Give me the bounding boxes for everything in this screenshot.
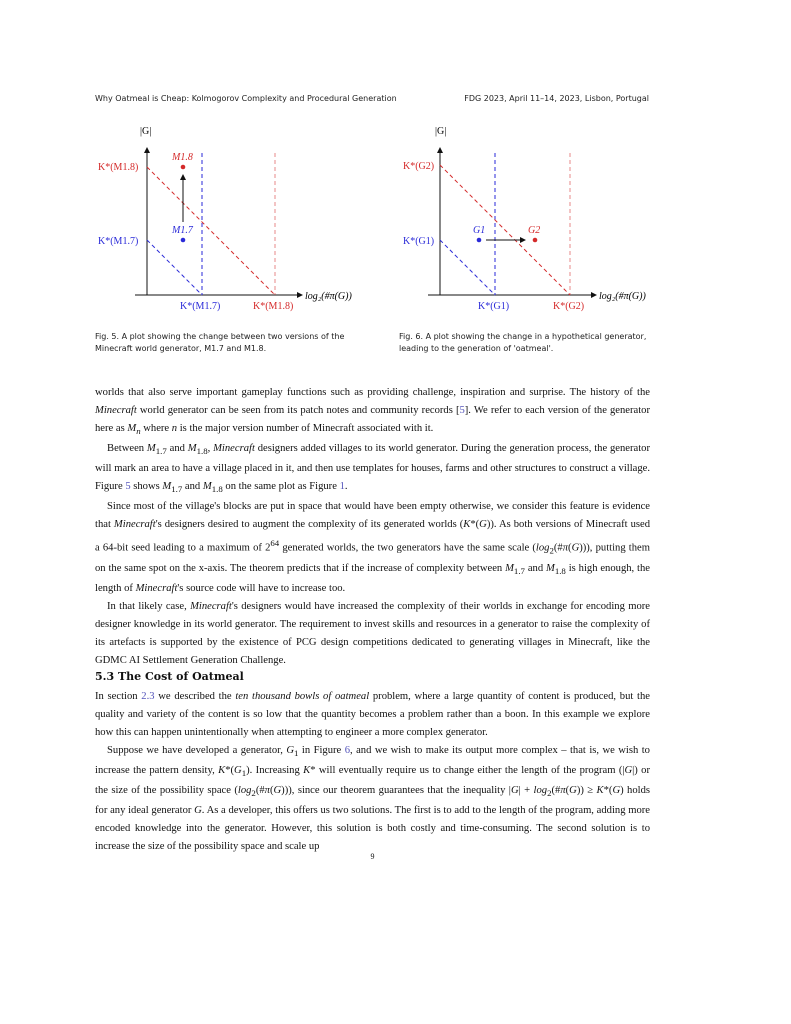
x-axis-label: log₂(#π(G)) xyxy=(305,291,352,302)
running-header-venue: FDG 2023, April 11–14, 2023, Lisbon, Portugal xyxy=(464,94,649,103)
k-g1-diagonal xyxy=(440,240,495,295)
point-g2-label: G2 xyxy=(528,225,541,236)
page-number: 9 xyxy=(370,852,375,861)
figure-5-caption: Fig. 5. A plot showing the change between two versions of the Minecraft world generator, M1.7 and M1.8. xyxy=(95,332,345,353)
k-m18-left-label: K*(M1.8) xyxy=(98,162,139,173)
running-header-title: Why Oatmeal is Cheap: Kolmogorov Complexity and Procedural Generation xyxy=(95,94,397,103)
point-g1-label: G1 xyxy=(473,225,486,236)
k-g1-left-label: K*(G1) xyxy=(403,236,435,247)
point-g1 xyxy=(477,238,482,243)
k-m18-diagonal xyxy=(147,167,275,295)
k-g2-diagonal xyxy=(440,165,570,295)
point-m17 xyxy=(181,238,186,243)
point-g2 xyxy=(533,238,538,243)
k-g2-bottom-label: K*(G2) xyxy=(553,301,585,312)
figure-6-plot xyxy=(398,118,688,318)
k-g2-left-label: K*(G2) xyxy=(403,161,435,172)
k-m17-diagonal xyxy=(147,240,202,295)
k-m18-bottom-label: K*(M1.8) xyxy=(253,301,294,312)
k-g1-bottom-label: K*(G1) xyxy=(478,301,510,312)
x-axis-label: log₂(#π(G)) xyxy=(599,291,646,302)
figure-6-caption: Fig. 6. A plot showing the change in a hypothetical generator, leading to the generation of 'oatmeal'. xyxy=(399,332,647,353)
point-m17-label: M1.7 xyxy=(172,225,193,236)
k-m17-left-label: K*(M1.7) xyxy=(98,236,139,247)
k-m17-bottom-label: K*(M1.7) xyxy=(180,301,221,312)
body-text-block-2: In section 2.3 we described the ten thousand bowls of oatmeal problem, where a large quantity of content is produced, but the quality and variety of the content is so low that the quantity becomes a problem rather than a boon. In this example we explore how this can happen unintentionally when attempting to engineer a more complex generator. Suppose we have developed a generator, $G_1$ in Figure 6, and we wish to make its output more complex – that is, we wish to increase the pattern density, $K*(G_1)$. Increasing K* will eventually require us to change either the length of the program (|G|) or the size of the possibility space $(\log_2(\#\pi(G)))$, since our theorem guarantees that the inequality $|G| + \log_2(\#\pi(G)) \ge K*(G)$ holds for any ideal generator G. As a developer, this offers us two solutions. The first is to add to the length of the program, adding more encoded knowledge into the generator. However, this solution is both costly and time-consuming. The second solution is to increase the size of the possibility space and scale up xyxy=(95,691,651,853)
point-m18-label: M1.8 xyxy=(172,152,193,163)
section-heading: 5.3 The Cost of Oatmeal xyxy=(95,670,244,683)
y-axis-label: |G| xyxy=(140,126,152,137)
point-m18 xyxy=(181,165,186,170)
figure-5-plot xyxy=(95,118,385,318)
y-axis-label: |G| xyxy=(435,126,447,137)
body-text-block-1: worlds that also serve important gameplay functions such as providing challenge, inspiration and surprise. The history of the Minecraft world generator can be seen from its patch notes and community records [5]. We refer to each version of the generator here as $M_n$ where n is the major version number of Minecraft associated with it. Between $M_{1.7}$ and $M_{1.8}$, Minecraft designers added villages to its world generator. During the generation process, the generator will mark an area to have a village placed in it, and then use templates for houses, farms and other structures to construct a village. Figure 5 shows $M_{1.7}$ and $M_{1.8}$ on the same plot as Figure 1. Since most of the village's blocks are put in space that would have been empty otherwise, we consider this feature is evidence that Minecraft's designers desired to augment the complexity of its generated worlds (K*(G)). As both versions of Minecraft used a 64-bit seed leading to a maximum of $2^{64}$ generated worlds, the two generators have the same scale $(\log_2(\#\pi(G)))$, putting them on the same spot on the x-axis. The theorem predicts that if the increase of complexity between $M_{1.7}$ and $M_{1.8}$ is high enough, the length of Minecraft's source code will have to increase too. In that likely case, Minecraft's designers would have increased the complexity of their worlds in exchange for encoding more designer knowledge in its world generator. The requirement to invest skills and resources in a generator to raise the complexity of its artefacts is supported by the existence of PCG design competitions dedicated to generating villages in Minecraft, like the GDMC AI Settlement Generation Challenge. xyxy=(95,387,651,667)
